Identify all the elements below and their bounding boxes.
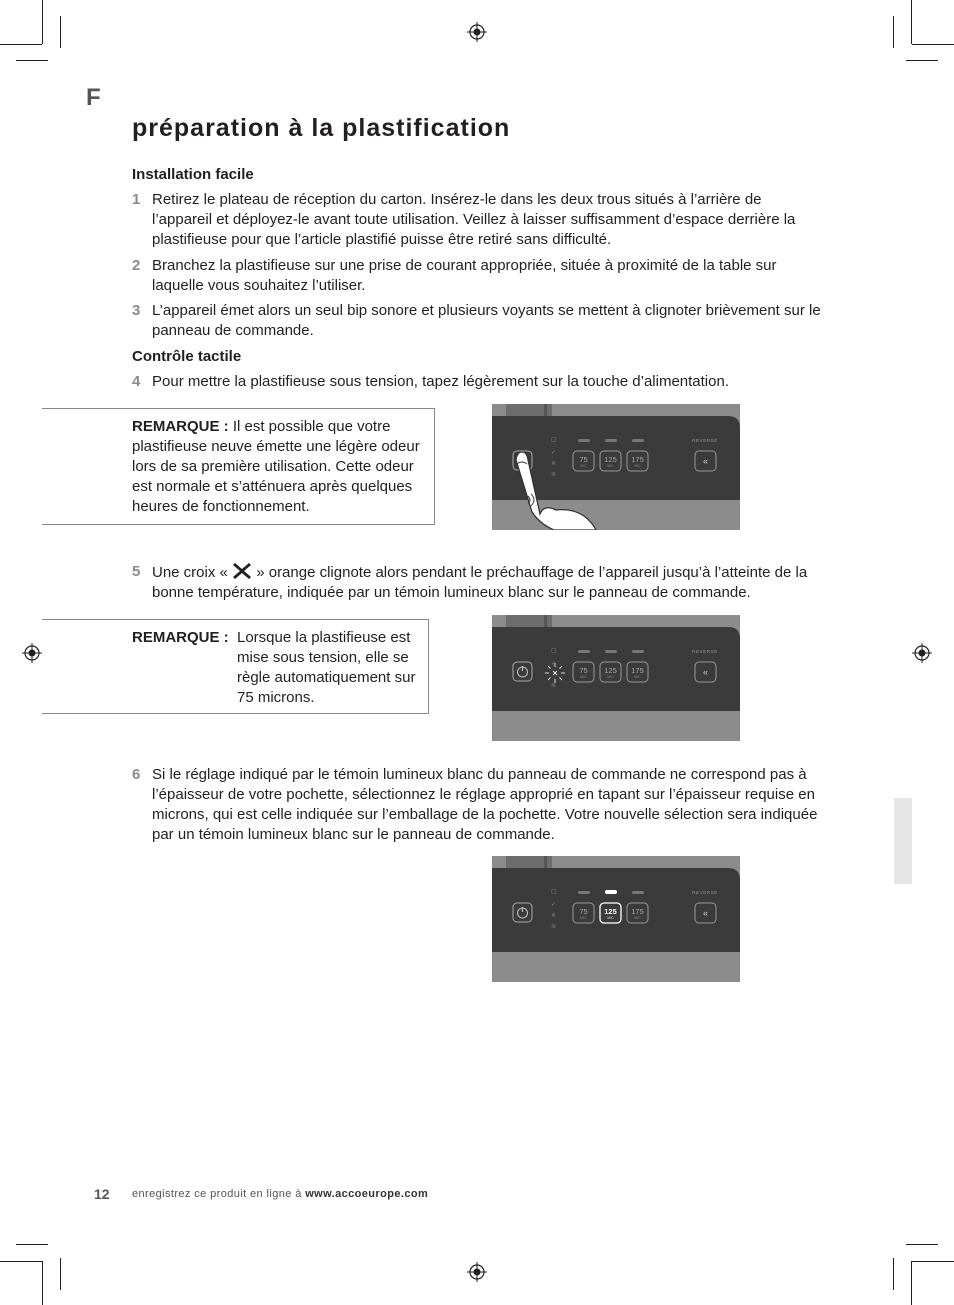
control-panel-illustration [492,404,740,530]
crop-mark [912,1261,954,1262]
note-box [42,619,429,714]
svg-text:✕: ✕ [551,461,557,467]
step-number: 1 [132,191,141,208]
control-panel-illustration [492,615,740,741]
crop-mark [42,0,43,44]
registration-mark-icon [467,22,487,42]
mic-label: MIC [634,464,641,468]
step-text: Branchez la plastifieuse sur une prise de courant appropriée, située à proximité de la table sur laquelle vous souhaitez l’utiliser. [152,257,777,294]
step-4 [132,372,822,392]
footer-text [132,1188,428,1200]
cross-icon [232,562,252,580]
touch-heading: Contrôle tactile [132,348,242,365]
language-side-tab [894,798,912,884]
note-text: Il est possible que votre plastifieuse neuve émette une légère odeur lors de sa première utilisation. Cette odeur est normale et s’atténuera après quelques heures de fonctionnement. [132,418,420,515]
reverse-chevron-icon: « [702,908,709,918]
crop-mark [42,1261,43,1305]
crop-mark [893,1258,894,1290]
button-75-label: 75 [579,666,588,675]
footer-url[interactable]: www.accoeurope.com [305,1188,429,1200]
svg-text:✓: ✓ [551,902,557,908]
mic-label: MIC [634,916,641,920]
note-text: Lorsque la plastifieuse est mise sous tension, elle se règle automatiquement sur 75 microns. [237,629,416,706]
svg-text:✕: ✕ [551,913,557,919]
mic-label: MIC [580,916,587,920]
crop-mark [0,1261,42,1262]
reverse-chevron-icon: « [702,456,709,466]
button-75-label: 75 [579,455,588,464]
step-number: 2 [132,257,141,274]
step-text: Pour mettre la plastifieuse sous tension, tapez légèrement sur la touche d’alimentation. [152,373,729,390]
note-label: REMARQUE : [132,418,229,435]
svg-text:≋: ≋ [551,472,557,478]
reverse-label: REVERSE [692,890,718,895]
step-number: 3 [132,302,141,319]
crop-mark [906,60,938,61]
button-125-label: 125 [604,455,617,464]
button-75-label: 75 [579,907,588,916]
svg-text:≋: ≋ [551,683,557,689]
crop-mark [0,44,42,45]
button-125-label: 125 [604,666,617,675]
svg-text:✓: ✓ [551,661,557,667]
step-1 [132,190,822,250]
step-text: L’appareil émet alors un seul bip sonore et plusieurs voyants se mettent à clignoter brièvement sur le panneau de commande. [152,302,821,339]
button-175-label: 175 [631,907,644,916]
note-box [42,408,435,525]
mic-label: MIC [607,464,614,468]
button-175-label: 175 [631,455,644,464]
registration-mark-icon [22,643,42,663]
mic-label: MIC [580,675,587,679]
crop-mark [16,1244,48,1245]
install-heading: Installation facile [132,166,254,183]
step-3 [132,301,822,341]
step-2 [132,256,822,296]
mic-label: MIC [634,675,641,679]
page-number: 12 [94,1186,110,1202]
svg-text:✓: ✓ [551,450,557,456]
mic-label: MIC [580,464,587,468]
footer-label: enregistrez ce produit en ligne à [132,1188,306,1200]
step-number: 4 [132,373,141,390]
step-text: Retirez le plateau de réception du carton. Insérez-le dans les deux trous situés à l’arrière de l’appareil et déployez-le avant toute utilisation. Veillez à laisser suffisamment d’espace derrière la plastifieuse pour que l’article plastifié puisse être retiré sans difficulté. [152,191,796,248]
step-text-part: Une croix « [152,564,233,581]
button-125-label: 125 [604,907,617,916]
reverse-chevron-icon: « [702,667,709,677]
step-number: 6 [132,766,141,783]
registration-mark-icon [912,643,932,663]
crop-mark [911,0,912,44]
note-label: REMARQUE : [132,629,229,646]
step-text [152,562,822,603]
mic-label: MIC [607,916,614,920]
crop-mark [912,44,954,45]
step-text-part: » orange clignote alors pendant le préchauffage de l’appareil jusqu’à l’atteinte de la bonne température, indiquée par un témoin lumineux blanc sur le panneau de commande. [152,564,808,601]
svg-text:▢: ▢ [551,437,557,443]
svg-text:▢: ▢ [551,648,557,654]
crop-mark [906,1244,938,1245]
svg-text:▢: ▢ [551,889,557,895]
section-letter: F [86,84,101,111]
reverse-label: REVERSE [692,649,718,654]
crop-mark [911,1261,912,1305]
button-175-label: 175 [631,666,644,675]
crop-mark [60,16,61,48]
mic-label: MIC [607,675,614,679]
registration-mark-icon [467,1262,487,1282]
step-5 [132,562,822,603]
reverse-label: REVERSE [692,438,718,443]
page-title: préparation à la plastification [132,114,511,142]
step-number: 5 [132,563,141,580]
control-panel-illustration [492,856,740,982]
step-text: Si le réglage indiqué par le témoin lumineux blanc du panneau de commande ne correspond pas à l’épaisseur de votre pochette, sélectionnez le réglage approprié en tapant sur l’épaisseur requise en microns, qui est celle indiquée sur l’emballage de la pochette. Votre nouvelle sélection sera indiquée par un témoin lumineux blanc sur le panneau de commande. [152,766,818,843]
crop-mark [60,1258,61,1290]
crop-mark [16,60,48,61]
svg-text:≋: ≋ [551,924,557,930]
crop-mark [893,16,894,48]
step-6 [132,765,822,845]
